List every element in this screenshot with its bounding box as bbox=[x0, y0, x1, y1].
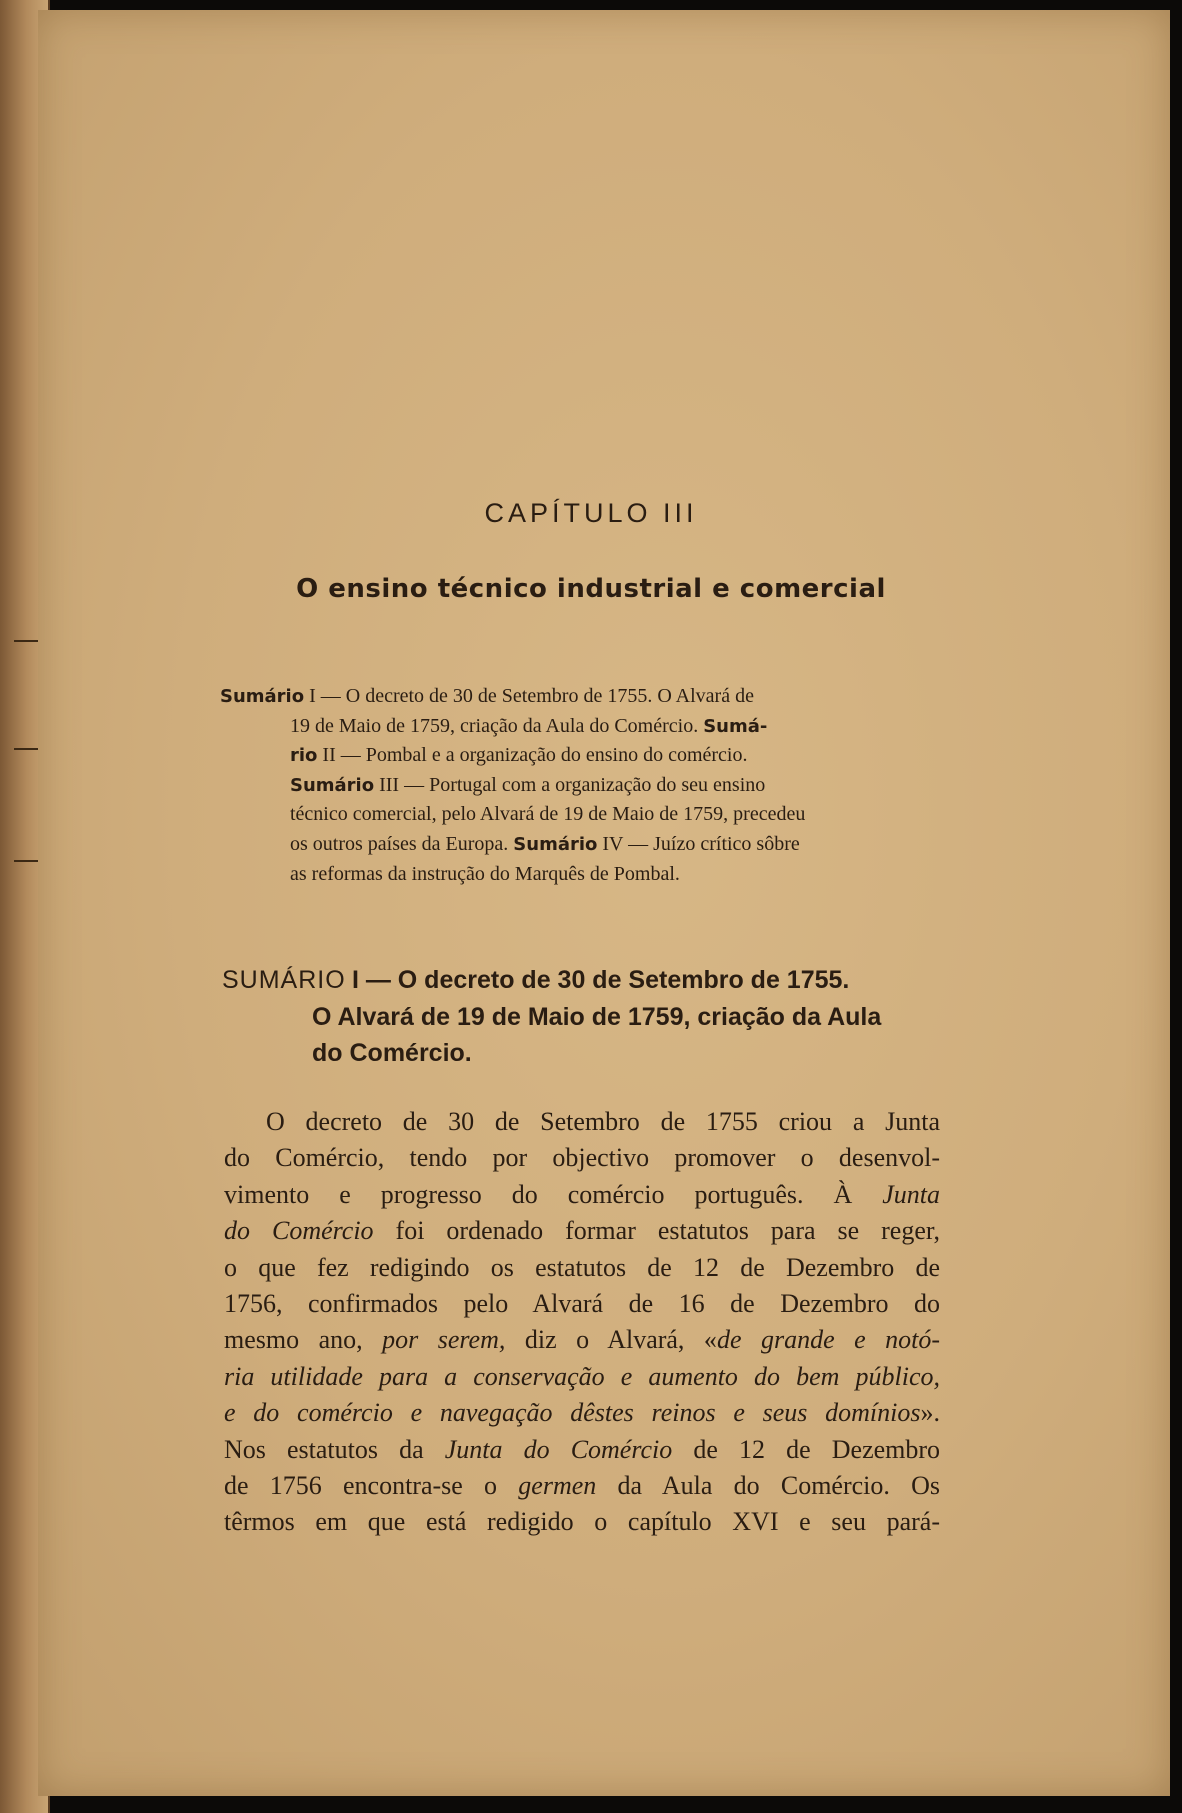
text-line bbox=[224, 1432, 940, 1468]
italic-span: e do comércio e navegação dêstes reinos e seus domínios bbox=[224, 1398, 921, 1428]
italic-span: do Comércio bbox=[224, 1216, 374, 1246]
text-line: têrmos em que está redigido o capítulo XVI e seu pará- bbox=[224, 1507, 940, 1537]
summary-label: Sumário bbox=[290, 774, 375, 796]
summary-text: 19 de Maio de 1759, criação da Aula do Comércio. bbox=[290, 714, 699, 737]
text-span: ». bbox=[920, 1398, 940, 1428]
text-span: da Aula do Comércio. Os bbox=[617, 1471, 941, 1501]
chapter-summary bbox=[220, 682, 936, 889]
summary-text: III — Portugal com a organização do seu ensino bbox=[379, 773, 766, 796]
italic-span: de grande e notó- bbox=[716, 1325, 941, 1355]
summary-text: técnico comercial, pelo Alvará de 19 de Maio de 1759, precedeu bbox=[290, 803, 806, 826]
section-heading-line bbox=[222, 962, 962, 999]
italic-span: Junta do Comércio bbox=[444, 1434, 673, 1464]
summary-line bbox=[220, 712, 936, 742]
summary-line bbox=[220, 682, 936, 712]
italic-span: ria utilidade para a conservação e aumento do bem público, bbox=[224, 1361, 940, 1391]
text-span: foi ordenado formar estatutos para se reger, bbox=[395, 1216, 941, 1246]
text-line: 1756, confirmados pelo Alvará de 16 de Dezembro do bbox=[224, 1289, 940, 1319]
italic-span: germen bbox=[518, 1471, 597, 1501]
text-line bbox=[224, 1395, 940, 1431]
text-span: diz o Alvará, « bbox=[524, 1325, 717, 1355]
italic-span: Junta bbox=[882, 1179, 941, 1209]
summary-line bbox=[220, 800, 936, 830]
summary-line bbox=[220, 771, 936, 801]
chapter-number: CAPÍTULO III bbox=[484, 498, 698, 528]
summary-text: as reformas da instrução do Marquês de Pombal. bbox=[290, 862, 680, 885]
text-line: o que fez redigindo os estatutos de 12 de Dezembro de bbox=[224, 1252, 940, 1282]
section-text: I — O decreto de 30 de Setembro de 1755. bbox=[351, 966, 850, 994]
summary-line bbox=[220, 741, 936, 771]
text-line bbox=[224, 1359, 940, 1395]
summary-text: II — Pombal e a organização do ensino do comércio. bbox=[322, 744, 748, 767]
section-heading-line: O Alvará de 19 de Maio de 1759, criação da Aula bbox=[312, 1003, 882, 1031]
text-line bbox=[224, 1213, 940, 1249]
text-span: mesmo ano, bbox=[224, 1325, 363, 1355]
text-line bbox=[224, 1177, 940, 1213]
text-line: O decreto de 30 de Setembro de 1755 criou a Junta bbox=[266, 1107, 940, 1136]
summary-label: Sumário bbox=[513, 833, 598, 855]
summary-text: os outros países da Europa. bbox=[290, 832, 509, 855]
italic-span: por serem, bbox=[382, 1325, 506, 1355]
text-line: do Comércio, tendo por objectivo promover o desenvol- bbox=[224, 1143, 940, 1173]
summary-text: IV — Juízo crítico sôbre bbox=[602, 832, 800, 855]
text-span: de 12 de Dezembro bbox=[693, 1434, 941, 1464]
summary-text: I — O decreto de 30 de Setembro de 1755. O Alvará de bbox=[309, 685, 754, 707]
section-label: SUMÁRIO bbox=[222, 966, 346, 994]
summary-label: rio bbox=[290, 745, 318, 767]
summary-label: Sumário bbox=[220, 686, 305, 707]
text-line bbox=[224, 1468, 940, 1504]
section-heading bbox=[222, 962, 962, 1071]
text-line bbox=[224, 1322, 940, 1358]
text-span: Nos estatutos da bbox=[224, 1434, 424, 1464]
section-heading-line: do Comércio. bbox=[312, 1039, 472, 1067]
summary-line bbox=[220, 860, 936, 890]
chapter-title: O ensino técnico industrial e comercial bbox=[296, 574, 886, 604]
summary-label: Sumá- bbox=[703, 715, 768, 737]
body-paragraph bbox=[224, 1104, 940, 1541]
text-span: vimento e progresso do comércio português. À bbox=[224, 1179, 853, 1209]
text-span: de 1756 encontra-se o bbox=[224, 1471, 498, 1501]
summary-line bbox=[220, 830, 936, 860]
